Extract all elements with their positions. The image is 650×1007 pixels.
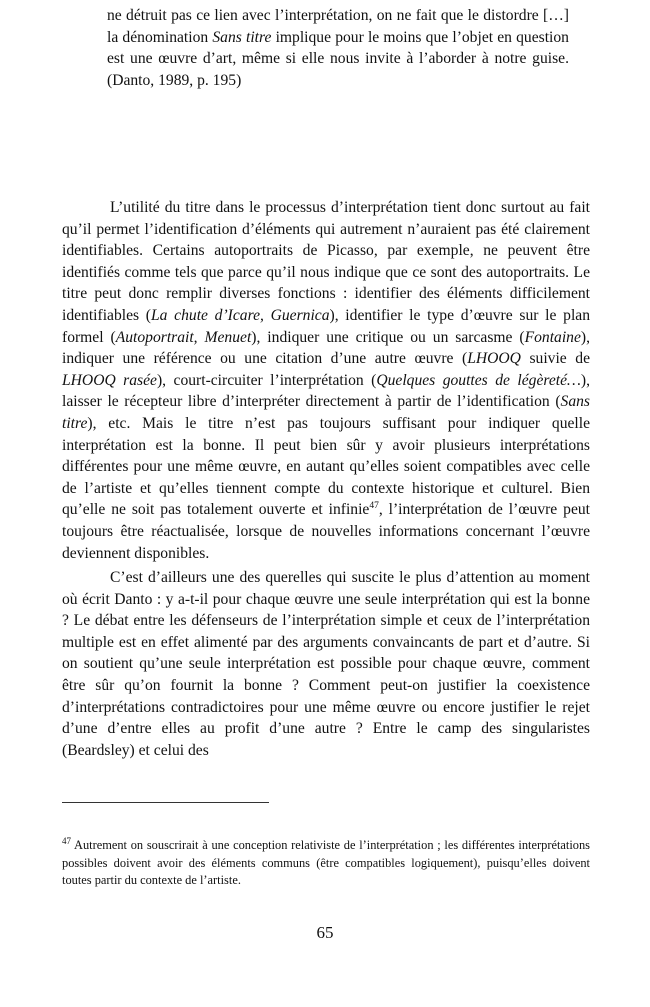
artwork-title: Quelques gouttes de légèreté… — [376, 371, 581, 389]
paragraph-text: ), identifier le type d’œuvre sur le plan formel ( — [62, 306, 590, 346]
paragraph-text: ), indiquer une référence ou une citation d’une autre œuvre ( — [62, 328, 590, 368]
paragraph-text: suivie de — [520, 350, 590, 368]
artwork-title: LHOOQ rasée — [62, 371, 157, 389]
footnote — [62, 837, 590, 890]
footnote-separator — [62, 802, 269, 803]
footnote-text: Autrement on souscrirait à une conception relativiste de l’interprétation ; les différentes interprétations possibles doivent avoir des éléments communs (être compatibles logiquement), puisqu’elles doivent toutes partir du contexte de l’artiste. — [62, 838, 590, 887]
footnote-reference[interactable]: 47 — [369, 501, 379, 512]
quote-text: implique pour le moins que l’objet en question est une œuvre d’art, même si elle nous invite à l’aborder à notre guise. (Danto, 1989, p. 195) — [107, 28, 569, 89]
block-quote — [107, 5, 569, 91]
artwork-title: Autoportrait, Menuet — [115, 328, 252, 346]
paragraph-text: ), indiquer une critique ou un sarcasme ( — [251, 328, 525, 346]
paragraph-text: , l’interprétation de l’œuvre peut toujours être réactualisée, lorsque de nouvelles informations concernant l’œuvre deviennent disponibles. — [62, 501, 591, 562]
quote-text: ne détruit pas ce lien avec l’interprétation, on ne fait que le distordre […] la dénomination — [107, 7, 569, 46]
body-paragraph-1 — [62, 197, 590, 564]
paragraph-text: ), laisser le récepteur libre d’interpréter directement à partir de l’identification ( — [62, 371, 590, 411]
artwork-title: Fontaine — [524, 328, 581, 346]
paragraph-text: ), court-circuiter l’interprétation ( — [156, 371, 377, 389]
paragraph-text: L’utilité du titre dans le processus d’interprétation tient donc surtout au fait qu’il permet l’identification d’éléments qui autrement n’auraient pas été clairement identifiables. Certains autoportraits de Picasso, par exemple, ne peuvent être identifiés comme tels que parce qu’il nous indique que ce sont des autoportraits. Le titre peut donc remplir diverses fonctions : identifier des éléments difficilement identifiables ( — [62, 199, 590, 324]
quote-title-italic: Sans titre — [212, 28, 272, 46]
artwork-title: La chute d’Icare, Guernica — [151, 306, 330, 324]
body-paragraph-2 — [62, 567, 590, 761]
artwork-title: Sans titre — [62, 393, 590, 432]
footnote-number: 47 — [62, 836, 71, 846]
paragraph-text: C’est d’ailleurs une des querelles qui suscite le plus d’attention au moment où écrit Danto : y a-t-il pour chaque œuvre une seule interprétation qui est la bonne ? Le débat entre les défenseurs de l’interprétation simple et ceux de l’interprétation multiple est en effet alimenté par des arguments convaincants de part et d’autre. Si on soutient qu’une seule interprétation est possible pour chaque œuvre, comment être sûr qu’on fournit la bonne ? Comment peut-on justifier la coexistence d’interprétations contradictoires pour une même œuvre ou encore justifier le rejet d’une d’entre elles au profit d’une autre ? Entre le camp des singularistes (Beardsley) et celui des — [62, 569, 590, 759]
page-number: 65 — [316, 923, 334, 942]
artwork-title: LHOOQ — [467, 350, 521, 368]
paragraph-text: ), etc. Mais le titre n’est pas toujours suffisant pour indiquer quelle interprétation est la bonne. Il peut bien sûr y avoir plusieurs interprétations différentes pour une même œuvre, en autant qu’elles soient compatibles avec celle de l’artiste et qu’elles tiennent compte du contexte historique et culturel. Bien qu’elle ne soit pas totalement ouverte et infinie — [62, 414, 590, 519]
